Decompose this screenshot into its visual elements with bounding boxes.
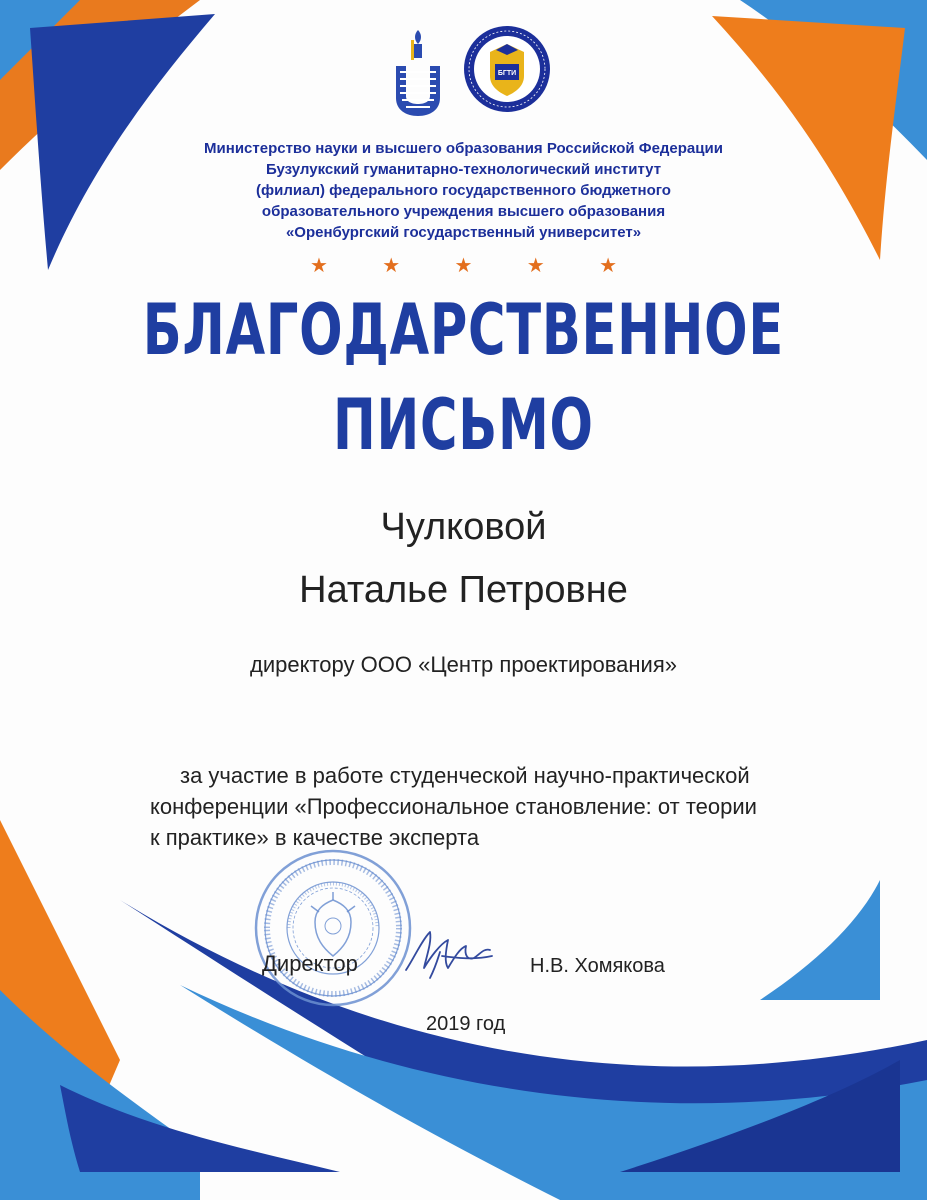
reason-line: к практике» в качестве эксперта bbox=[150, 825, 480, 850]
document-title-line-1: БЛАГОДАРСТВЕННОЕ bbox=[142, 289, 784, 371]
issue-year: 2019 год bbox=[426, 1013, 506, 1035]
recipient-given-names: Наталье Петровне bbox=[299, 569, 628, 611]
star-icon: ★ bbox=[454, 255, 473, 277]
header-line: «Оренбургский государственный университет» bbox=[285, 224, 642, 241]
institute-seal-logo bbox=[462, 24, 552, 114]
star-icon: ★ bbox=[382, 255, 401, 277]
official-stamp bbox=[253, 848, 413, 1008]
signatory-name: Н.В. Хомякова bbox=[530, 955, 665, 977]
stars-row bbox=[310, 256, 617, 276]
recipient-surname: Чулковой bbox=[380, 506, 547, 548]
star-icon: ★ bbox=[310, 255, 328, 277]
document-title-line-2: ПИСЬМО bbox=[333, 384, 594, 466]
star-icon: ★ bbox=[599, 255, 617, 277]
reason-line: за участие в работе студенческой научно-практической bbox=[180, 763, 750, 788]
header-line: Министерство науки и высшего образования Российской Федерации bbox=[204, 140, 723, 157]
award-reason bbox=[150, 760, 810, 853]
reason-line: конференции «Профессиональное становление: от теории bbox=[150, 794, 757, 819]
emblem-text: БГТИ bbox=[497, 70, 517, 77]
handwritten-signature bbox=[400, 918, 500, 988]
header-line: Бузулукский гуманитарно-технологический институт bbox=[265, 161, 662, 178]
logos-row bbox=[0, 22, 927, 132]
institute-emblem bbox=[390, 26, 446, 121]
signatory-title: Директор bbox=[262, 951, 358, 976]
star-icon: ★ bbox=[526, 255, 545, 277]
recipient-position: директору ООО «Центр проектирования» bbox=[250, 652, 677, 677]
header-line: образовательного учреждения высшего образования bbox=[261, 203, 666, 220]
header-line: (филиал) федерального государственного бюджетного bbox=[256, 182, 671, 199]
issuer-header bbox=[150, 138, 777, 243]
wave-bottom-right-accent bbox=[760, 880, 880, 1000]
